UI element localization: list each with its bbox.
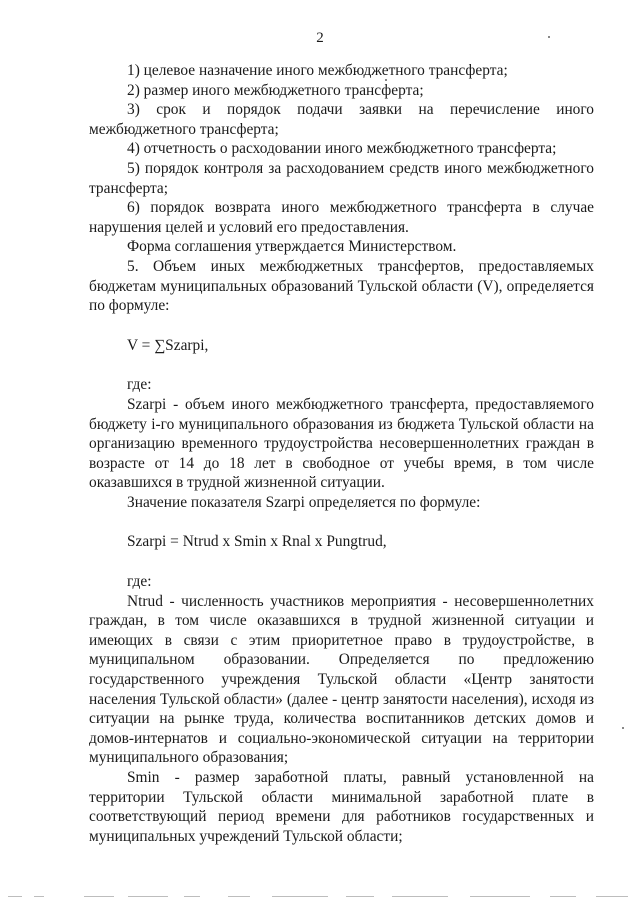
scan-speck: [622, 727, 624, 729]
agreement-form-paragraph: Форма соглашения утверждается Министерством.: [127, 238, 457, 256]
list-item-application-terms: 3) срок и порядок подачи заявки на перечисление иного межбюджетного трансферта;: [89, 101, 594, 138]
clause-5-paragraph: 5. Объем иных межбюджетных трансфертов, предоставляемых бюджетам муниципальных образований Тульской области (V), определяется по формуле:: [89, 257, 594, 315]
list-item-reporting: 4) отчетность о расходовании иного межбюджетного трансферта;: [127, 140, 557, 158]
where-label: где:: [127, 573, 152, 591]
smin-definition: Smin - размер заработной платы, равный установленной на территории Тульской области минимальной заработной плате в соответствующий период времени для работников государственных и муниципальных учреждений Тульской области;: [89, 769, 594, 845]
formula-v: V = ∑Szarpi,: [127, 336, 209, 354]
list-item-control: 5) порядок контроля за расходованием средств иного межбюджетного трансферта;: [89, 159, 594, 197]
ntrud-definition: Ntrud - численность участников мероприятия - несовершеннолетних граждан, в том числе оказавшихся в трудной жизненной ситуации и имеющих в связи с этим приоритетное право в трудоустройстве, в муниципальном образовании. Определяется по предложению государственного учреждения Тульской области «Центр занятости населения Тульской области» (далее - центр занятости населения), исходя из ситуации на рынке труда, количества воспитанников детских домов и домов-интернатов и социально-экономической ситуации на территории муниципального образования;: [89, 592, 594, 767]
page-number: 2: [316, 30, 324, 46]
scan-speck: [385, 79, 387, 81]
document-body: [89, 61, 594, 846]
formula-szarpi: Szarpi = Ntrud x Smin x Rnal x Pungtrud,: [127, 533, 387, 551]
where-label: где:: [127, 376, 152, 394]
list-item-amount: 2) размер иного межбюджетного трансферта;: [127, 81, 424, 99]
scan-artifact-line: [0, 891, 640, 899]
list-item-purpose: 1) целевое назначение иного межбюджетного трансферта;: [127, 62, 508, 79]
list-item-return: 6) порядок возврата иного межбюджетного трансферта в случае нарушения целей и условий его предоставления.: [89, 199, 594, 236]
szarpi-definition: Szarpi - объем иного межбюджетного трансферта, предоставляемого бюджету i-го муниципального образования из бюджета Тульской области на организацию временного трудоустройства несовершеннолетних граждан в возрасте от 14 до 18 лет в свободное от учебы время, в том числе оказавшихся в трудной жизненной ситуации.: [89, 395, 594, 492]
szarpi-formula-intro: Значение показателя Szarpi определяется по формуле:: [127, 493, 481, 511]
scan-speck: [548, 36, 550, 38]
